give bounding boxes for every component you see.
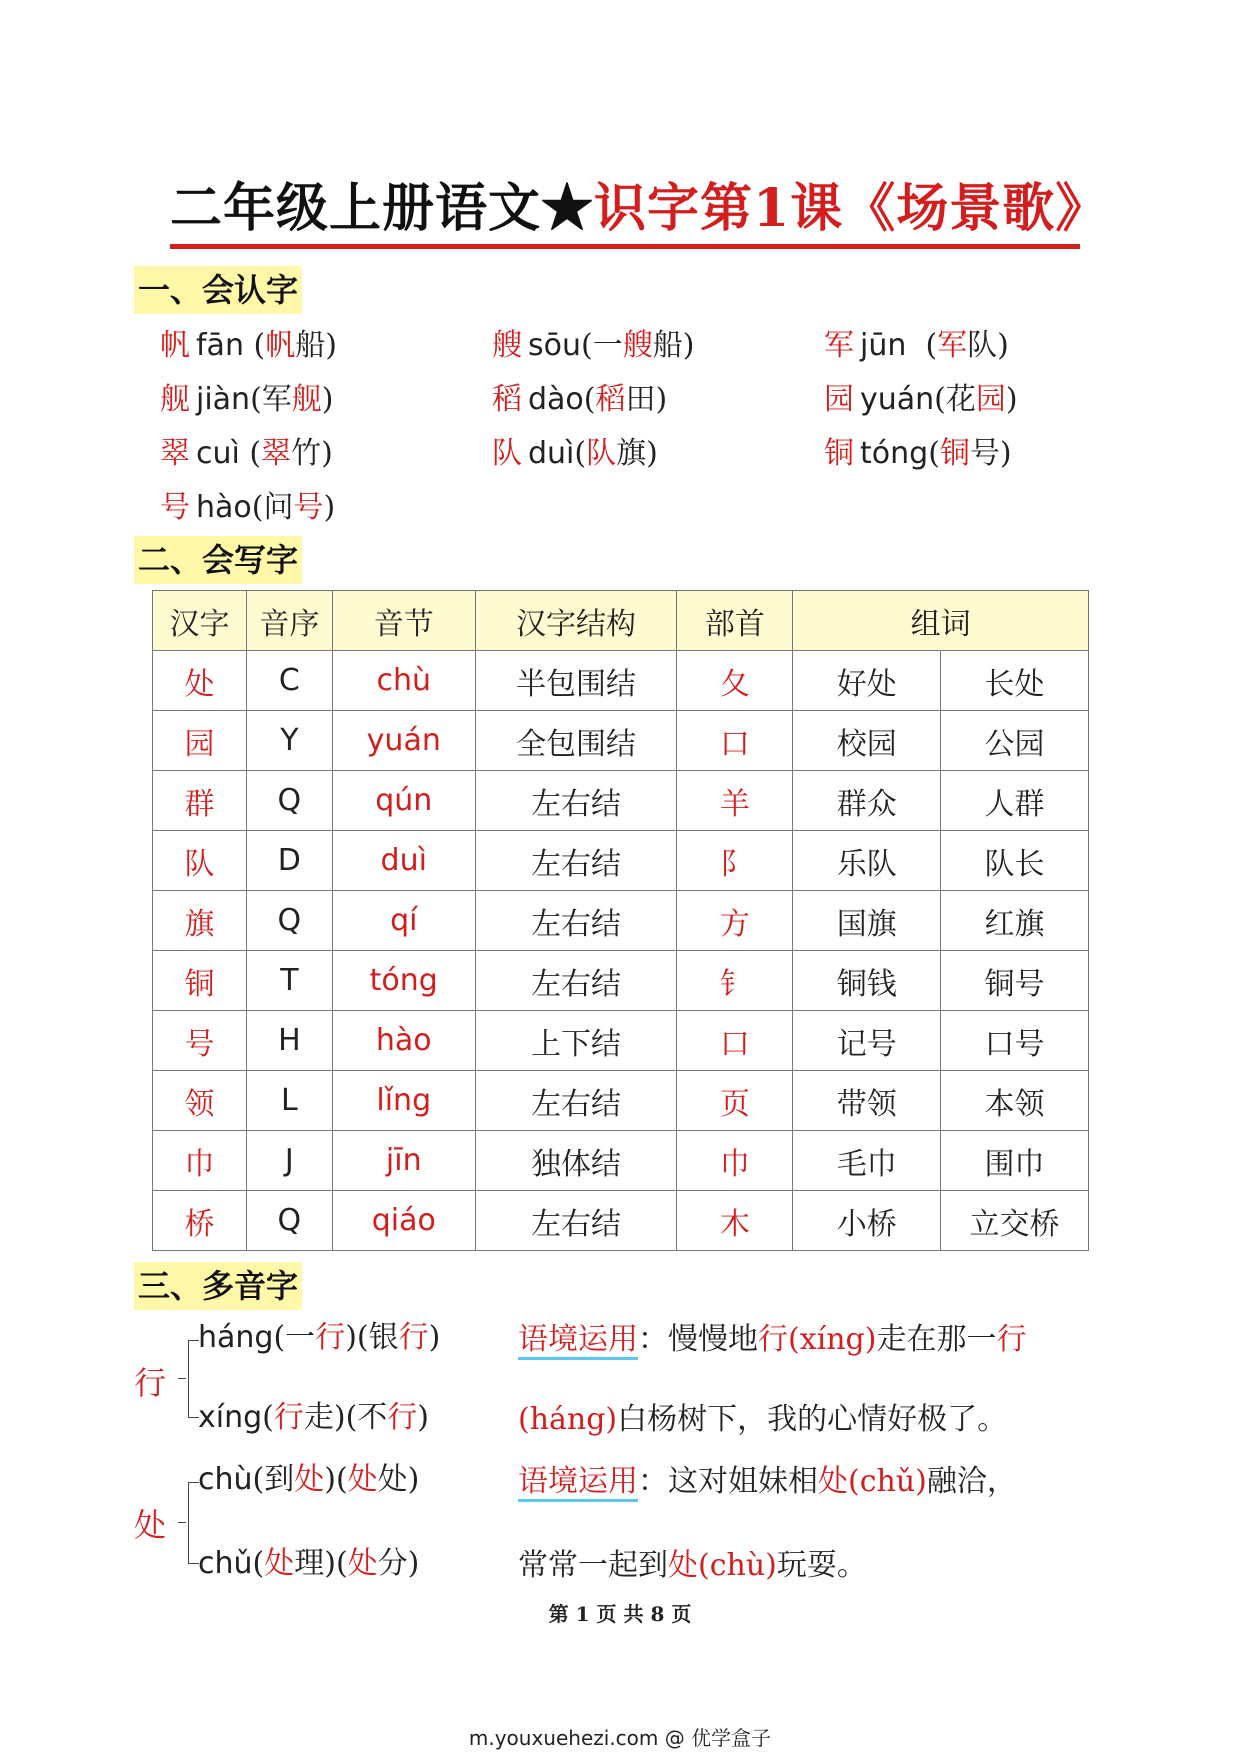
pinyin: háng [198,1320,274,1355]
table-cell: 阝 [677,831,793,891]
table-cell: 号 [153,1011,247,1071]
table-cell: 本领 [941,1071,1089,1131]
table-row [153,831,1089,891]
table-cell: 巾 [153,1131,247,1191]
vocab-part: 园 [975,382,1006,417]
table-cell: J [246,1131,332,1191]
table-cell: 围巾 [941,1131,1089,1191]
page-number: 第 1 页 共 8 页 [548,1602,692,1626]
table-cell: 上下结 [475,1011,677,1071]
vocab-part: 军 [824,328,854,363]
vocab-glyph: 艘 [622,328,653,363]
vocab-glyph: 队 [586,436,617,471]
sentence-part: ：这对姐妹相 [638,1464,818,1499]
table-cell: lǐng [332,1071,475,1131]
vocab-item [824,380,1018,420]
table-cell: Q [246,1191,332,1251]
vocab-part: sōu [528,328,581,363]
vocab-glyph: 军 [937,328,968,363]
table-cell: 左右结 [475,771,677,831]
vocab-part: 军 [261,382,292,417]
vocab-item [160,488,335,528]
vocab-part: ( [583,382,596,417]
pinyin: chǔ [198,1546,253,1581]
vocab-item [160,326,337,366]
vocab-glyph: 铜 [939,436,970,471]
table-cell: 队 [153,831,247,891]
table-cell: 人群 [941,771,1089,831]
table-cell: 铜 [153,951,247,1011]
table-row [153,771,1089,831]
table-cell: 夂 [677,651,793,711]
vocab-part: ) [1005,382,1018,417]
vocab-part: ( [251,490,264,525]
context-hang-line2 [518,1400,1007,1440]
table-cell: 领 [153,1071,247,1131]
table-cell: qí [332,891,475,951]
vocab-part: 田 [625,382,656,417]
table-cell: 半包围结 [475,651,677,711]
table-cell: Y [246,711,332,771]
word-part: 处 [347,1462,378,1497]
table-header-cell: 音序 [246,591,332,651]
table-cell: 公园 [941,711,1089,771]
table-cell: H [246,1011,332,1071]
title-grade: 二年级上册语文★ [170,178,595,239]
brace-tick-icon [178,1522,186,1523]
table-row [153,1011,1089,1071]
vocab-part [596,382,626,417]
table-cell: 独体结 [475,1131,677,1191]
word-part: (到 [252,1462,295,1497]
table-cell: 左右结 [475,1071,677,1131]
vocab-part: 艘 [492,328,522,363]
table-cell: 木 [677,1191,793,1251]
table-cell: 乐队 [793,831,941,891]
table-cell: 国旗 [793,891,941,951]
section-heading-write: 二、会写字 [134,536,302,584]
sentence-part: 白杨树下，我的心情好极了。 [617,1402,1008,1437]
vocab-part [586,436,616,471]
vocab-part: fān [196,328,244,363]
word-part: )(银 [345,1320,399,1355]
character-table [152,590,1089,1251]
table-cell: jīn [332,1131,475,1191]
vocab-part: ) [325,328,337,363]
table-row [153,1191,1089,1251]
word-part: 走)(不 [303,1400,388,1435]
table-cell: duì [332,831,475,891]
vocab-part: 队 [492,436,522,471]
table-cell: 左右结 [475,951,677,1011]
vocab-part: ) [323,490,336,525]
sentence-part: 玩耍。 [776,1548,867,1583]
vocab-item [824,326,1009,366]
table-row [153,951,1089,1011]
table-row [153,711,1089,771]
vocab-part: jūn [860,328,907,363]
vocab-part [593,328,653,363]
vocab-part: ( [581,328,593,363]
sentence-part: 处(chù) [668,1548,777,1583]
table-row [153,651,1089,711]
vocab-part: 旗 [616,436,647,471]
word-part: 处) [377,1462,420,1497]
vocab-glyph: 帆 [265,328,296,363]
vocab-part: 稻 [492,382,522,417]
vocab-item [824,434,1012,474]
table-cell: 带领 [793,1071,941,1131]
word-part: ( [262,1400,274,1435]
table-cell: 旗 [153,891,247,951]
table-cell: 铜号 [941,951,1089,1011]
vocab-part: hào [196,490,252,525]
vocab-part: duì [528,436,575,471]
vocab-part: ) [655,382,668,417]
table-cell: 巾 [677,1131,793,1191]
table-cell: D [246,831,332,891]
table-cell: 左右结 [475,831,677,891]
table-row [153,891,1089,951]
table-cell: qún [332,771,475,831]
vocab-glyph: 翠 [261,436,292,471]
vocab-part: 铜 [824,436,854,471]
word-part: 处 [264,1546,295,1581]
poly-line-chu3 [198,1544,419,1584]
table-cell: 红旗 [941,891,1089,951]
vocab-part: 号 [160,490,190,525]
vocab-part: 号 [969,436,1000,471]
vocab-part: ) [682,328,695,363]
table-cell: 口号 [941,1011,1089,1071]
vocab-part: 号 [293,490,324,525]
vocab-glyph: 稻 [595,382,626,417]
table-cell: C [246,651,332,711]
vocab-part: 船 [295,328,326,363]
word-part: ( [252,1546,265,1581]
vocab-part: ( [239,436,262,471]
page-title [170,178,1109,249]
section-heading-polyphones: 三、多音字 [134,1262,302,1310]
word-part: 分) [377,1546,420,1581]
word-part: 处 [294,1462,325,1497]
vocab-part: ( [928,436,940,471]
word-part: 行 [387,1400,418,1435]
table-cell: 小桥 [793,1191,941,1251]
table-cell: 羊 [677,771,793,831]
table-cell: 记号 [793,1011,941,1071]
vocab-part [940,436,970,471]
table-cell: 群众 [793,771,941,831]
poly-char-hang: 行 [134,1364,167,1402]
vocab-part: ( [906,328,938,363]
table-header-cell: 汉字 [153,591,247,651]
table-cell: chù [332,651,475,711]
vocab-part: 舰 [160,382,190,417]
table-cell: hào [332,1011,475,1071]
table-cell: L [246,1071,332,1131]
pinyin: xíng [198,1400,263,1435]
sentence-part: 走在那一 [876,1322,997,1357]
poly-line-xing [198,1398,429,1438]
vocab-part: ) [321,382,334,417]
section-heading-recognize: 一、会认字 [134,266,302,314]
table-cell: 群 [153,771,247,831]
vocab-part: cuì [196,436,240,471]
word-part: ) [428,1320,441,1355]
vocab-part: ( [243,328,266,363]
pinyin: chù [198,1462,253,1497]
vocab-item [492,434,658,474]
table-header-cell: 组词 [793,591,1089,651]
sentence-part: (háng) [518,1402,618,1437]
table-header-cell: 音节 [332,591,475,651]
table-cell: 方 [677,891,793,951]
table-row [153,1071,1089,1131]
sentence-part: 行(xíng) [758,1322,877,1357]
table-cell: 铜钱 [793,951,941,1011]
table-cell: 左右结 [475,891,677,951]
word-part: 处 [347,1546,378,1581]
vocab-item [160,434,333,474]
sentence-part: 常常一起到 [518,1548,668,1583]
vocab-item [160,380,334,420]
table-cell: 钅 [677,951,793,1011]
vocab-part: ) [997,328,1009,363]
table-cell: 毛巾 [793,1131,941,1191]
table-header-cell: 汉字结构 [475,591,677,651]
poly-line-hang [198,1318,440,1358]
word-part: 行 [398,1320,429,1355]
vocab-part: 问 [263,490,294,525]
poly-line-chu [198,1460,419,1500]
vocab-part [265,328,295,363]
vocab-part: 队 [967,328,998,363]
vocab-part [261,436,291,471]
vocab-part: 帆 [160,328,190,363]
word-part: (一 [273,1320,316,1355]
context-hang-line1 [518,1320,1026,1360]
title-lesson: 识字第1课《场景歌》 [594,178,1109,239]
context-label: 语境运用 [518,1322,638,1360]
vocab-part: 园 [824,382,854,417]
table-cell: 口 [677,711,793,771]
table-cell: 全包围结 [475,711,677,771]
table-cell: yuán [332,711,475,771]
vocab-item [492,380,667,420]
vocab-part: 竹 [291,436,322,471]
context-chu-line2 [518,1546,867,1586]
table-cell: 桥 [153,1191,247,1251]
vocab-part: ) [999,436,1012,471]
vocab-part: tóng [860,436,929,471]
table-cell: 队长 [941,831,1089,891]
vocab-part: 船 [652,328,683,363]
table-cell: 校园 [793,711,941,771]
context-chu-line1 [518,1462,1017,1502]
vocab-glyph: 一 [592,328,623,363]
context-label: 语境运用 [518,1464,638,1502]
vocab-part [937,328,967,363]
table-cell: 页 [677,1071,793,1131]
vocab-part: ( [250,382,262,417]
table-cell: 好处 [793,651,941,711]
sentence-part: 行 [996,1322,1027,1357]
vocab-part: ( [934,382,946,417]
word-part: )( [324,1462,348,1497]
table-cell: 口 [677,1011,793,1071]
table-header-row [153,591,1089,651]
word-part: 行 [273,1400,304,1435]
vocab-part: 花 [945,382,976,417]
sentence-part: ：慢慢地 [638,1322,758,1357]
vocab-part: jiàn [196,382,251,417]
vocab-item [492,326,694,366]
vocab-part: 翠 [160,436,190,471]
table-row [153,1131,1089,1191]
poly-char-chu: 处 [134,1506,167,1544]
table-cell: Q [246,891,332,951]
vocab-part: ) [321,436,333,471]
sentence-part: 处(chǔ) [818,1464,927,1499]
table-cell: qiáo [332,1191,475,1251]
word-part: ) [417,1400,430,1435]
brace-tick-icon [178,1378,186,1379]
table-cell: 立交桥 [941,1191,1089,1251]
table-cell: 园 [153,711,247,771]
vocab-part: ) [646,436,658,471]
vocab-part: 舰 [291,382,322,417]
table-cell: T [246,951,332,1011]
table-cell: tóng [332,951,475,1011]
word-part: 行 [315,1320,346,1355]
sentence-part: 融洽， [926,1464,1017,1499]
table-header-cell: 部首 [677,591,793,651]
word-part: 理)( [294,1546,348,1581]
table-cell: 处 [153,651,247,711]
table-cell: Q [246,771,332,831]
vocab-part: yuán [860,382,935,417]
vocab-part: ( [574,436,587,471]
table-cell: 长处 [941,651,1089,711]
site-credit: m.youxuehezi.com @ 优学盒子 [468,1726,772,1750]
vocab-part: dào [528,382,584,417]
table-cell: 左右结 [475,1191,677,1251]
